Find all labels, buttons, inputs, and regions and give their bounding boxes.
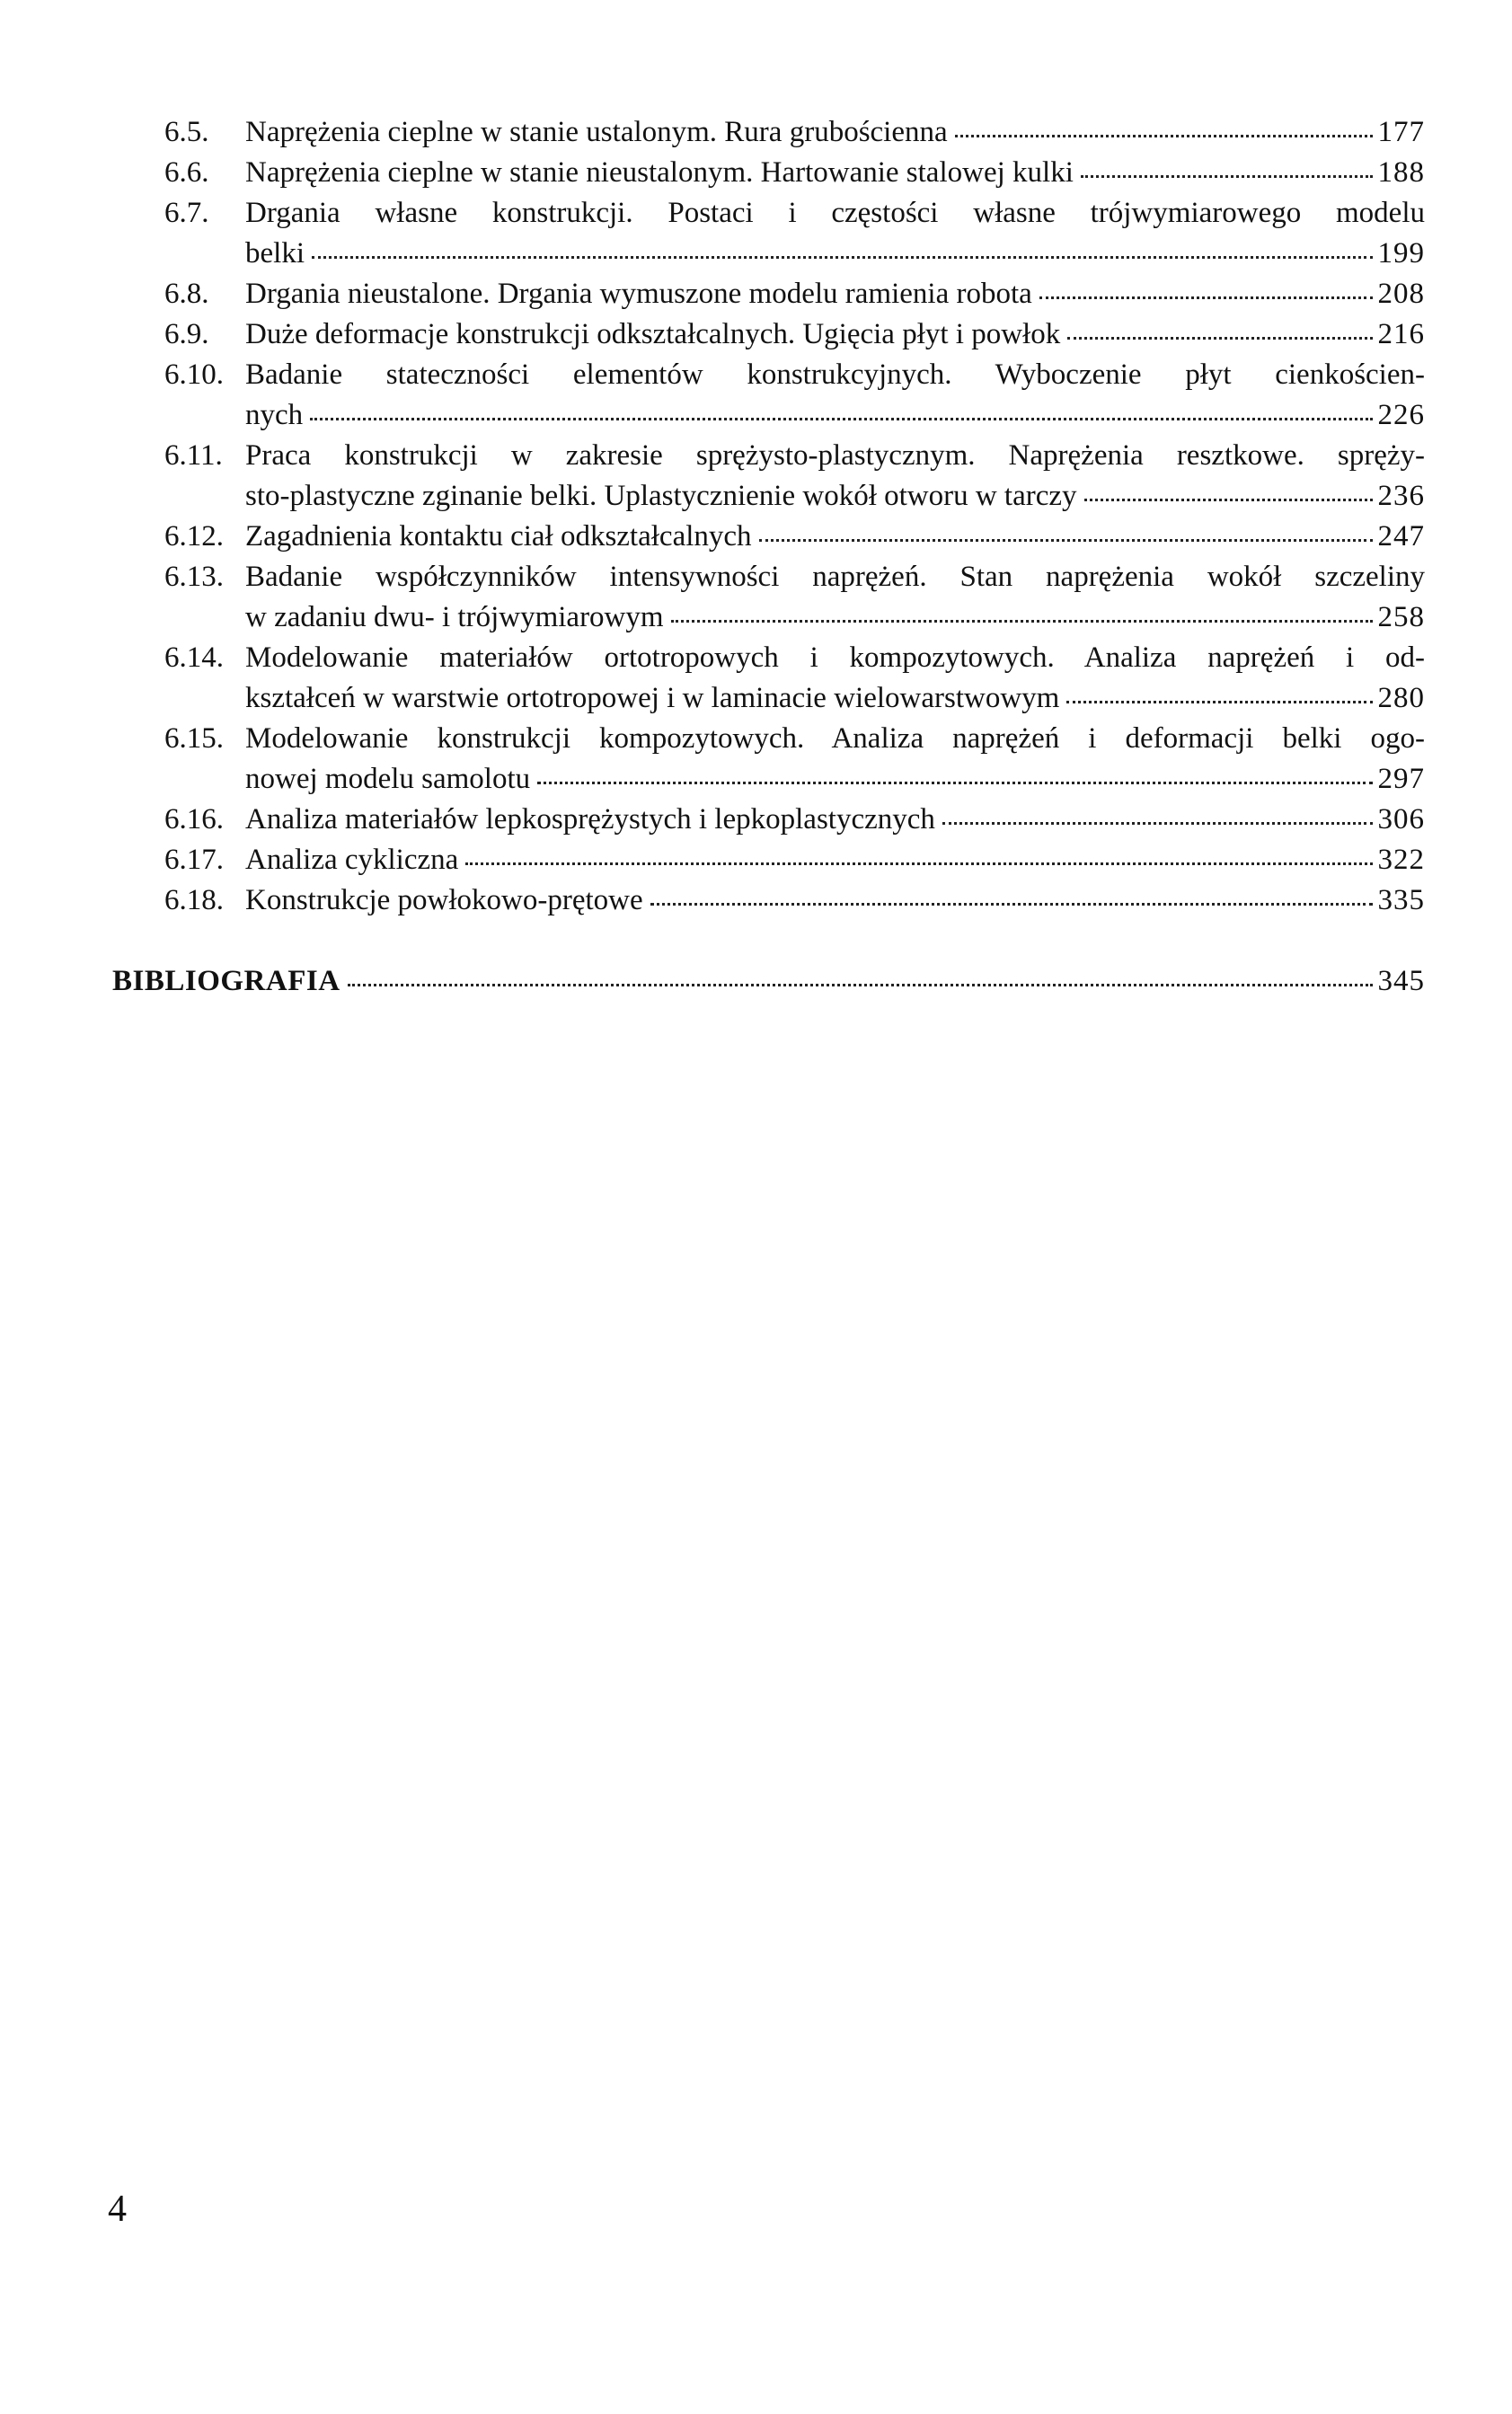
section-number: 6.5. (164, 116, 209, 148)
toc-entry (164, 800, 1425, 840)
section-number: 6.7. (164, 197, 209, 229)
toc-entry (164, 112, 1425, 153)
dot-leader (310, 418, 1372, 420)
section-title: Konstrukcje powłokowo-prętowe (245, 884, 643, 916)
dot-leader (537, 782, 1372, 784)
dot-leader (955, 135, 1373, 137)
section-number: 6.12. (164, 520, 224, 553)
section-title: Badanie stateczności elementów konstrukcyjnych. Wyboczenie płyt cienkościen- (245, 358, 1425, 391)
toc-entry (164, 436, 1425, 517)
page-number: 345 (1377, 965, 1425, 997)
section-title: Naprężenia cieplne w stanie nieustalonym. Hartowanie stalowej kulki (245, 156, 1074, 189)
toc-entry (164, 517, 1425, 557)
section-title: Praca konstrukcji w zakresie sprężysto-plastycznym. Naprężenia resztkowe. spręży- (245, 439, 1425, 472)
section-title-continued: w zadaniu dwu- i trójwymiarowym (245, 601, 664, 633)
page-number: 297 (1377, 763, 1425, 795)
page-number: 280 (1377, 682, 1425, 714)
section-number: 6.16. (164, 803, 224, 836)
section-title: Drgania nieustalone. Drgania wymuszone modelu ramienia robota (245, 278, 1032, 310)
toc-entry (164, 719, 1425, 800)
table-of-contents (0, 112, 1512, 921)
page-number: 258 (1377, 601, 1425, 633)
dot-leader (759, 539, 1373, 542)
section-number: 6.9. (164, 318, 209, 350)
dot-leader (1067, 337, 1372, 340)
dot-leader (1066, 701, 1372, 703)
toc-entry (164, 840, 1425, 880)
toc-entry (164, 153, 1425, 193)
section-title-continued: nych (245, 399, 304, 431)
toc-entry (164, 193, 1425, 274)
page-number: 247 (1377, 520, 1425, 553)
page-number: 199 (1377, 237, 1425, 270)
dot-leader (465, 862, 1372, 865)
section-number: 6.6. (164, 156, 209, 189)
dot-leader (348, 984, 1373, 986)
page-number: 236 (1377, 480, 1425, 512)
page-number: 188 (1377, 156, 1425, 189)
section-number: 6.17. (164, 844, 224, 876)
section-title-continued: belki (245, 237, 305, 270)
section-number: 6.15. (164, 722, 224, 755)
page-number: 335 (1377, 884, 1425, 916)
page-number: 177 (1377, 116, 1425, 148)
section-number: 6.13. (164, 561, 224, 593)
section-title: Modelowanie konstrukcji kompozytowych. Analiza naprężeń i deformacji belki ogo- (245, 722, 1425, 755)
section-title: Analiza cykliczna (245, 844, 459, 876)
page-number: 216 (1377, 318, 1425, 350)
bibliography-label: BIBLIOGRAFIA (112, 965, 340, 997)
section-title: Zagadnienia kontaktu ciał odkształcalnych (245, 520, 752, 553)
page-number: 208 (1377, 278, 1425, 310)
section-title: Duże deformacje konstrukcji odkształcalnych. Ugięcia płyt i powłok (245, 318, 1061, 350)
dot-leader (1084, 499, 1373, 501)
section-title: Analiza materiałów lepkosprężystych i lepkoplastycznych (245, 803, 935, 836)
toc-entry (164, 355, 1425, 436)
toc-entry (164, 638, 1425, 719)
page-number: 322 (1377, 844, 1425, 876)
dot-leader (1081, 175, 1373, 178)
section-number: 6.10. (164, 358, 224, 391)
section-title: Naprężenia cieplne w stanie ustalonym. Rura grubościenna (245, 116, 948, 148)
dot-leader (312, 256, 1373, 259)
toc-entry (164, 880, 1425, 921)
section-number: 6.14. (164, 641, 224, 674)
section-number: 6.8. (164, 278, 209, 310)
dot-leader (671, 620, 1373, 623)
section-title: Badanie współczynników intensywności naprężeń. Stan naprężenia wokół szczeliny (245, 561, 1425, 593)
folio-page-number: 4 (108, 2189, 127, 2230)
page-number: 226 (1377, 399, 1425, 431)
toc-entry (164, 314, 1425, 355)
section-number: 6.18. (164, 884, 224, 916)
bibliography-entry (112, 961, 1425, 1002)
dot-leader (650, 903, 1373, 906)
toc-entry (164, 274, 1425, 314)
section-title: Modelowanie materiałów ortotropowych i kompozytowych. Analiza naprężeń i od- (245, 641, 1425, 674)
section-title-continued: sto-plastyczne zginanie belki. Uplastycznienie wokół otworu w tarczy (245, 480, 1077, 512)
section-title-continued: nowej modelu samolotu (245, 763, 531, 795)
section-title: Drgania własne konstrukcji. Postaci i częstości własne trójwymiarowego modelu (245, 197, 1425, 229)
section-title-continued: kształceń w warstwie ortotropowej i w laminacie wielowarstwowym (245, 682, 1060, 714)
dot-leader (942, 822, 1373, 825)
dot-leader (1039, 296, 1373, 299)
page-number: 306 (1377, 803, 1425, 836)
toc-entry (164, 557, 1425, 638)
section-number: 6.11. (164, 439, 223, 472)
